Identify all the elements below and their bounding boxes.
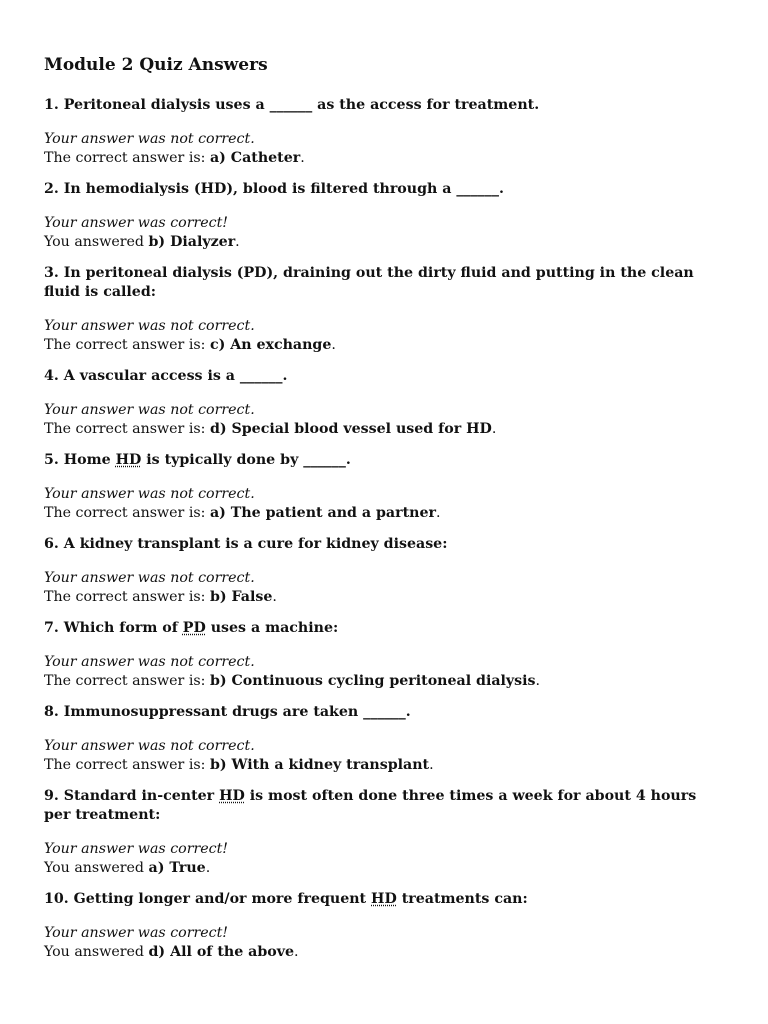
question-text-part: 8. Immunosuppressant drugs are taken ______. (44, 704, 411, 720)
answer-feedback: Your answer was not correct. (44, 131, 255, 147)
question-text (44, 703, 724, 722)
answer-prefix: The correct answer is: (44, 673, 210, 689)
question-block (44, 535, 724, 607)
answer-prefix: You answered (44, 234, 149, 250)
question-block (44, 367, 724, 439)
answer-suffix: . (491, 421, 497, 437)
answer-feedback: Your answer was not correct. (44, 402, 255, 418)
question-text-part: uses a machine: (205, 620, 339, 636)
abbreviation: HD (115, 452, 142, 468)
question-text-part: 2. In hemodialysis (HD), blood is filtered through a ______. (44, 181, 504, 197)
answer-value: d) Special blood vessel used for HD (209, 421, 492, 437)
question-text-part: 6. A kidney transplant is a cure for kidney disease: (44, 536, 448, 552)
answer-value: a) True (148, 860, 206, 876)
question-text (44, 619, 724, 638)
answer-suffix: . (205, 860, 211, 876)
answer-prefix: The correct answer is: (44, 150, 210, 166)
answer-feedback: Your answer was not correct. (44, 570, 255, 586)
question-text (44, 367, 724, 386)
answer-line (44, 859, 724, 878)
answer-line (44, 336, 724, 355)
abbreviation: HD (219, 788, 245, 804)
answer-feedback: Your answer was not correct. (44, 654, 255, 670)
answer-value: d) All of the above (148, 944, 294, 960)
answer-suffix: . (429, 757, 434, 773)
answer-line (44, 504, 724, 523)
answer-feedback: Your answer was not correct. (44, 738, 255, 754)
question-text (44, 451, 724, 470)
question-text-part: is most often done three times a week for about 4 hours per treatment: (44, 788, 697, 823)
question-list (44, 96, 724, 962)
question-text (44, 787, 724, 825)
question-text-part: 4. A vascular access is a ______. (44, 368, 288, 384)
answer-suffix: . (294, 944, 299, 960)
page-title: Module 2 Quiz Answers (44, 55, 268, 75)
question-block (44, 264, 724, 355)
question-text-part: treatments can: (396, 891, 528, 907)
question-block (44, 619, 724, 691)
question-text (44, 890, 724, 909)
answer-suffix: . (331, 337, 336, 353)
answer-prefix: The correct answer is: (44, 589, 210, 605)
answer-value: a) The patient and a partner (209, 505, 436, 521)
answer-suffix: . (235, 234, 240, 250)
question-text-part: 7. Which form of (44, 620, 183, 636)
answer-feedback: Your answer was correct! (44, 841, 228, 857)
answer-suffix: . (300, 150, 305, 166)
question-block (44, 787, 724, 878)
answer-prefix: The correct answer is: (44, 337, 210, 353)
answer-value: b) Dialyzer (148, 234, 236, 250)
answer-line (44, 149, 724, 168)
answer-line (44, 233, 724, 252)
question-text (44, 535, 724, 554)
question-text-part: 1. Peritoneal dialysis uses a ______ as the access for treatment. (44, 97, 540, 113)
answer-value: a) Catheter (209, 150, 301, 166)
question-text-part: 10. Getting longer and/or more frequent (44, 891, 372, 907)
answer-line (44, 588, 724, 607)
abbreviation: HD (371, 891, 397, 907)
answer-feedback: Your answer was correct! (44, 215, 228, 231)
question-text-part: 3. In peritoneal dialysis (PD), draining out the dirty fluid and putting in the clean fluid is called: (44, 265, 694, 300)
question-text-part: 5. Home (44, 452, 116, 468)
question-block (44, 890, 724, 962)
answer-line (44, 672, 724, 691)
answer-suffix: . (535, 673, 541, 689)
abbreviation: PD (182, 620, 206, 636)
answer-value: c) An exchange (209, 337, 332, 353)
answer-prefix: You answered (44, 944, 149, 960)
question-block (44, 451, 724, 523)
answer-line (44, 420, 724, 439)
answer-prefix: You answered (44, 860, 149, 876)
answer-line (44, 756, 724, 775)
question-text-part: 9. Standard in-center (44, 788, 220, 804)
answer-suffix: . (272, 589, 277, 605)
answer-value: b) Continuous cycling peritoneal dialysis (209, 673, 536, 689)
answer-suffix: . (435, 505, 441, 521)
question-text (44, 264, 724, 302)
answer-prefix: The correct answer is: (44, 421, 210, 437)
question-text-part: is typically done by ______. (141, 452, 351, 468)
answer-value: b) With a kidney transplant (209, 757, 430, 773)
answer-feedback: Your answer was not correct. (44, 318, 255, 334)
question-text (44, 96, 724, 115)
answer-prefix: The correct answer is: (44, 757, 210, 773)
answer-value: b) False (209, 589, 273, 605)
answer-line (44, 943, 724, 962)
question-block (44, 180, 724, 252)
answer-prefix: The correct answer is: (44, 505, 210, 521)
answer-feedback: Your answer was not correct. (44, 486, 255, 502)
answer-feedback: Your answer was correct! (44, 925, 228, 941)
question-text (44, 180, 724, 199)
question-block (44, 703, 724, 775)
question-block (44, 96, 724, 168)
